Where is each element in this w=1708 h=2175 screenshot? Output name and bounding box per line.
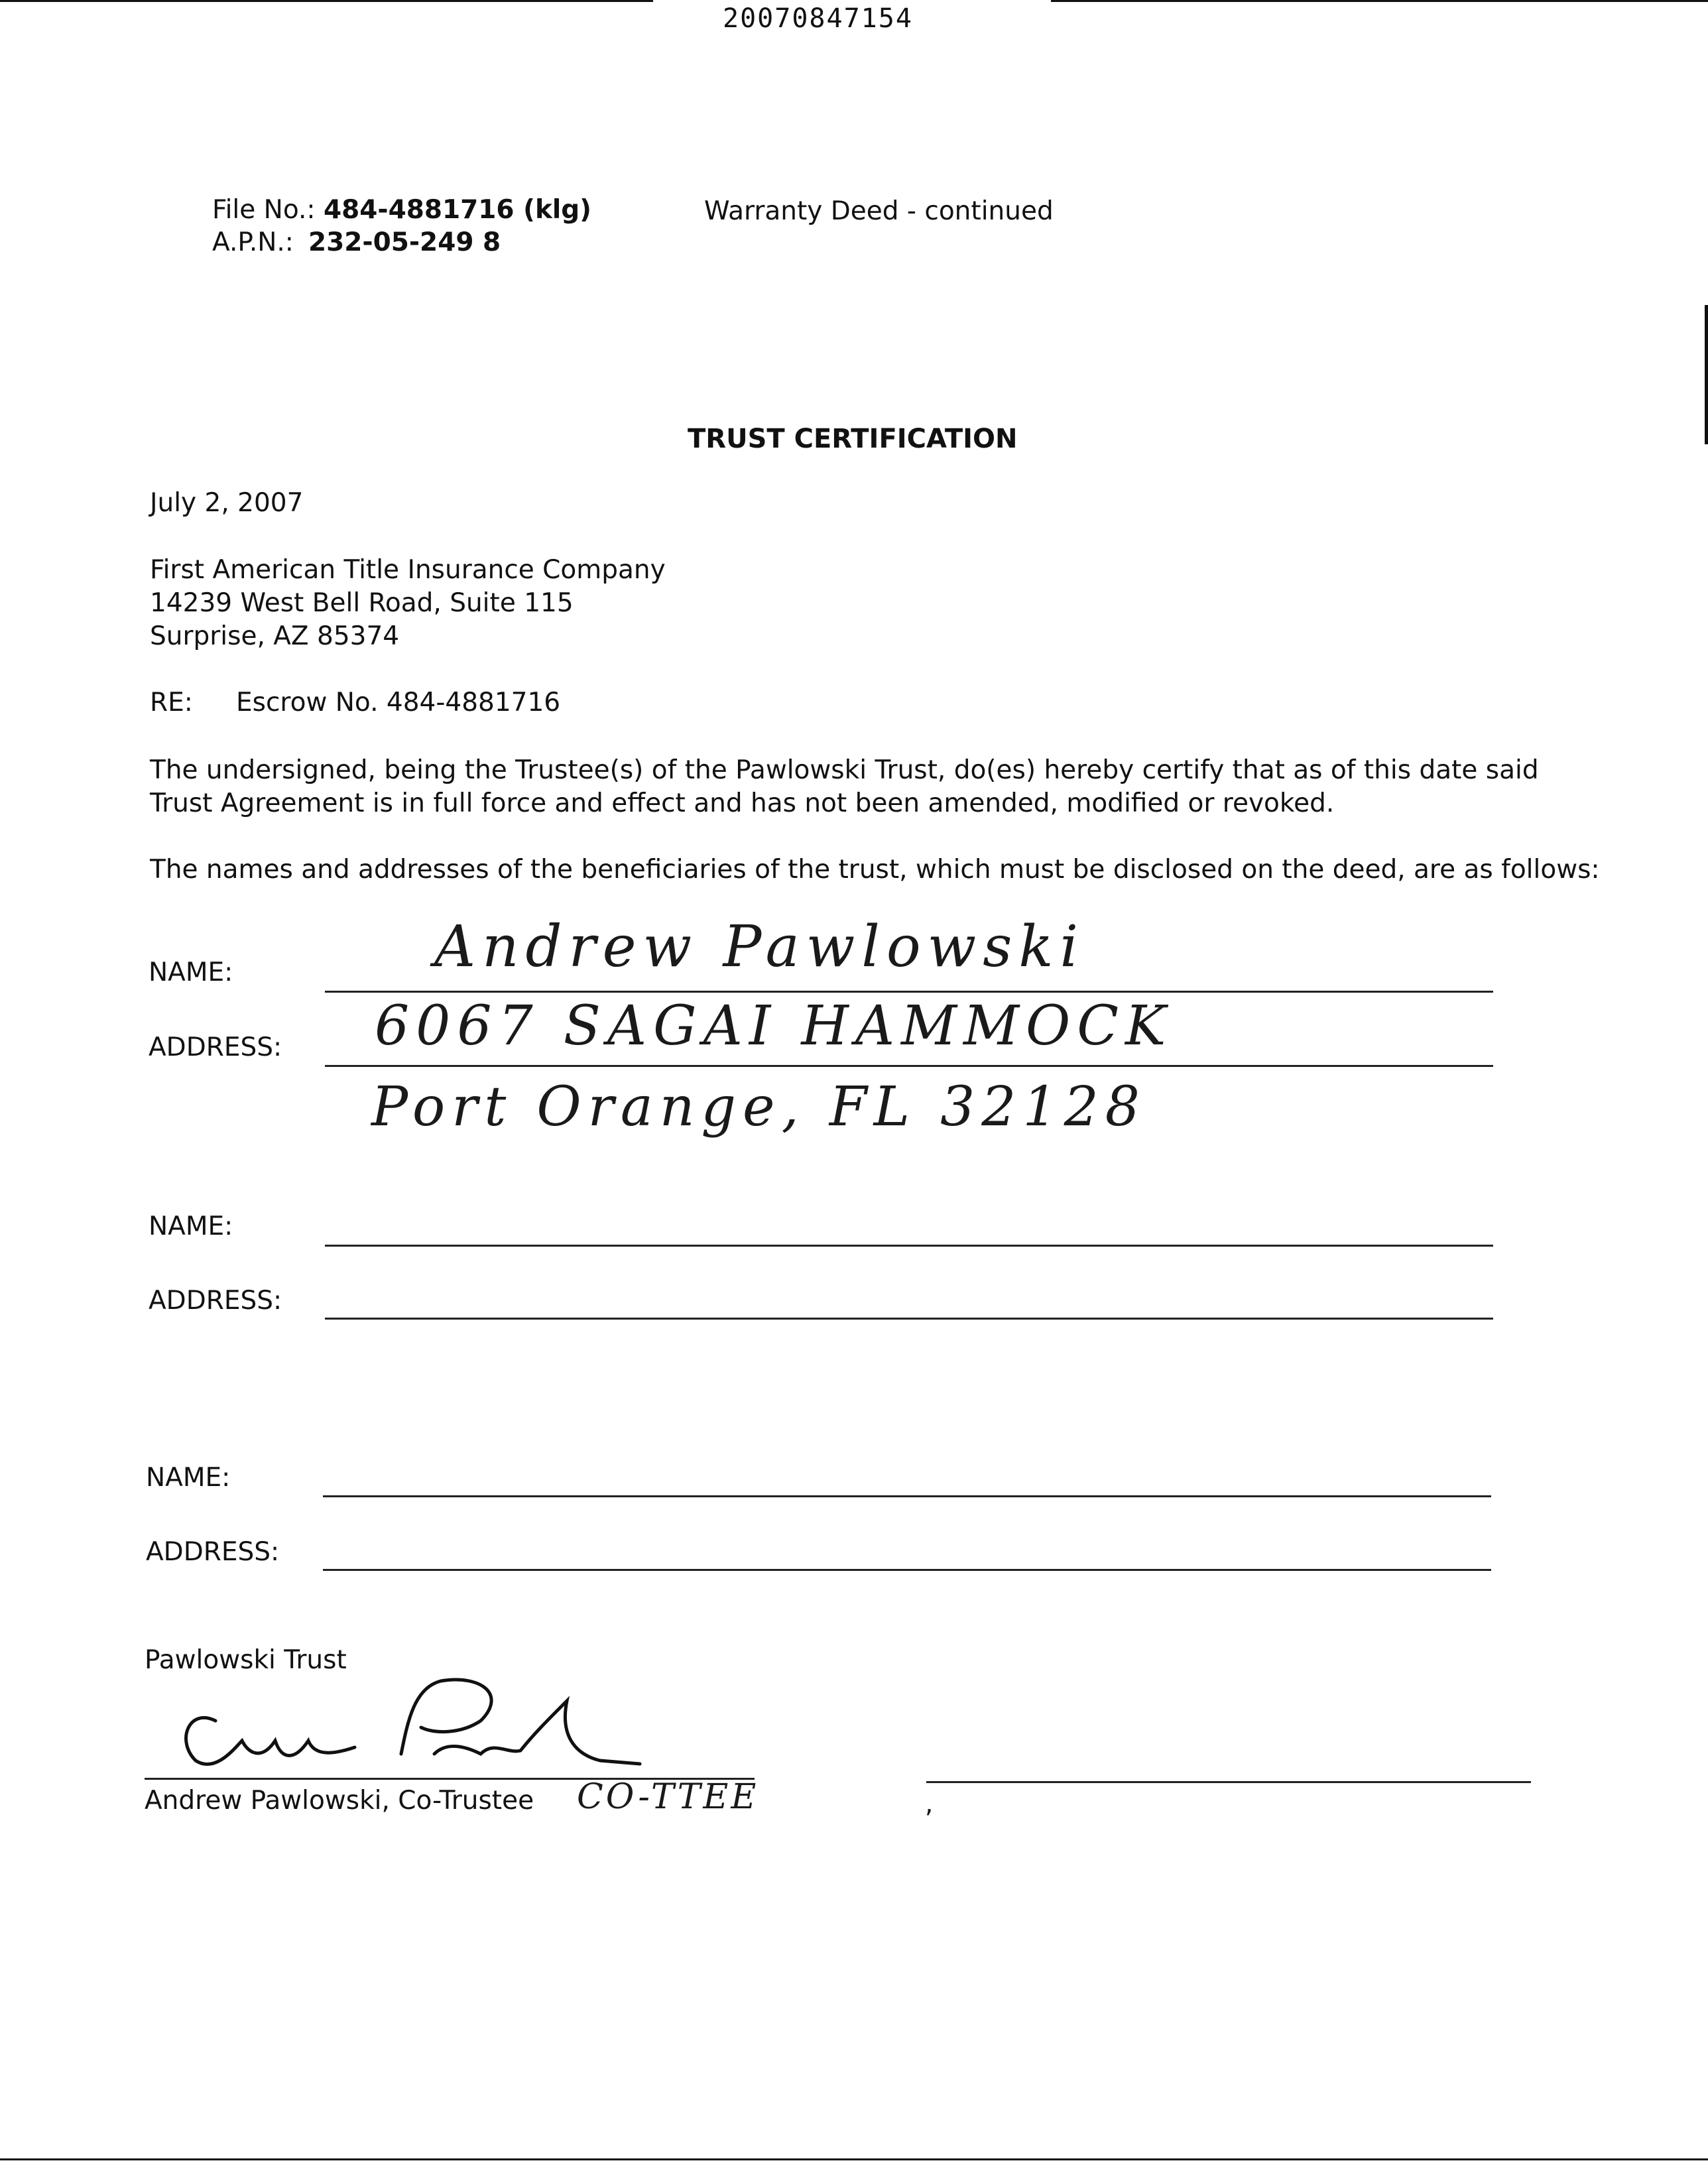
beneficiary-2-address-label: ADDRESS: [149,1286,282,1316]
beneficiary-2-name-label: NAME: [149,1212,233,1241]
beneficiary-1-address-line [325,1065,1493,1067]
beneficiary-2-address-line [325,1318,1493,1320]
beneficiaries-intro: The names and addresses of the beneficiaries of the trust, which must be disclosed on the deed, are as follows: [150,855,1600,885]
scan-right-edge [1705,305,1708,444]
handwritten-signature [136,1661,666,1787]
second-signer-caption: , [925,1789,934,1819]
apn-label: A.P.N.: [212,227,294,257]
re-label: RE: [150,688,193,717]
beneficiary-2-name-line [325,1245,1493,1247]
certification-paragraph-line2: Trust Agreement is in full force and effect and has not been amended, modified or revoked. [150,788,1335,818]
addressee-street: 14239 West Bell Road, Suite 115 [150,588,574,618]
beneficiary-1-name-line [325,991,1493,993]
apn-value: 232-05-249 8 [308,227,501,257]
co-trustee-handwritten-note: CO-TTEE [577,1777,759,1817]
signer-caption: Andrew Pawlowski, Co-Trustee [145,1786,534,1816]
beneficiary-1-address-line2: Port Orange, FL 32128 [371,1076,1146,1139]
signature-line-right [926,1781,1531,1783]
file-no-value: 484-4881716 (klg) [324,195,591,225]
addressee-company: First American Title Insurance Company [150,555,666,585]
beneficiary-1-name-label: NAME: [149,958,233,987]
beneficiary-1-name-value: Andrew Pawlowski [434,914,1085,980]
document-title: Warranty Deed - continued [704,196,1054,226]
trust-name: Pawlowski Trust [145,1645,347,1675]
file-no-label: File No.: [212,195,316,225]
beneficiary-1-address-label: ADDRESS: [149,1032,282,1062]
document-date: July 2, 2007 [150,488,304,518]
addressee-city: Surprise, AZ 85374 [150,621,400,651]
page-title: TRUST CERTIFICATION [688,424,1018,454]
beneficiary-3-name-line [323,1495,1491,1497]
beneficiary-3-address-line [323,1569,1491,1571]
beneficiary-1-address-line1: 6067 SAGAI HAMMOCK [375,995,1173,1058]
scan-top-edge-left [0,0,653,2]
re-escrow: Escrow No. 484-4881716 [236,688,561,717]
recording-number: 20070847154 [723,3,913,34]
scan-left-edge [0,2158,1708,2160]
scan-top-edge-right [1051,0,1708,2]
beneficiary-3-address-label: ADDRESS: [146,1537,280,1567]
beneficiary-3-name-label: NAME: [146,1463,231,1493]
certification-paragraph-line1: The undersigned, being the Trustee(s) of the Pawlowski Trust, do(es) hereby certify that as of this date said [150,755,1539,785]
